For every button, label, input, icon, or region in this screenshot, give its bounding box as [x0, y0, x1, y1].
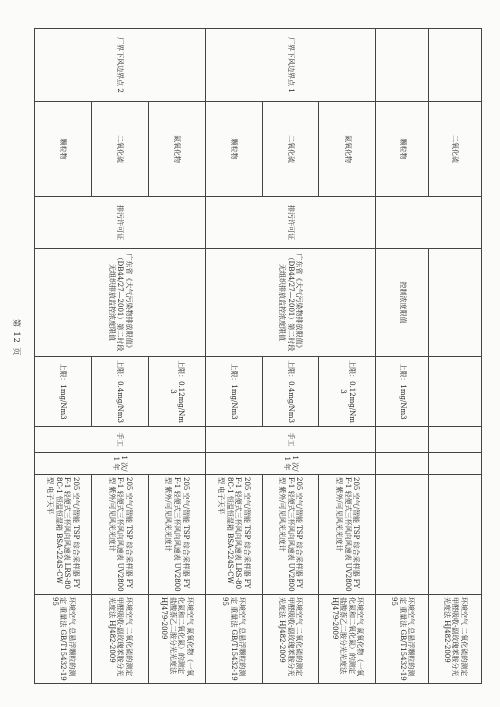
instrument-cell: 205 空气/智能 TSP 综合采样器 FYF-1 轻便式三杯风向风速表 UV2800 型 紫外/可见风光光度计 — [319, 475, 376, 595]
page-number: 第 12 页 — [12, 319, 21, 357]
standard-cell: 控制浓度限值 — [376, 249, 429, 357]
limit-cell: 上限：0.12mg/Nm3 — [148, 357, 205, 427]
limit-cell: 上限：1mg/Nm3 — [205, 357, 262, 427]
method-cell: 环境空气 氮氧化物（一氧化氮和二氧化氮）的测定 盐酸萘乙二胺分光光度法 HJ479-2009 — [148, 595, 205, 684]
mode-cell: 手工 — [35, 427, 206, 453]
category-cell: 排污许可证 — [35, 197, 206, 249]
method-cell: 环境空气 总悬浮颗粒的测定 重量法 GB/T15432-1995 — [205, 595, 262, 684]
method-cell: 环境空气 二氧化硫的测定 甲醛吸收-副玫瑰苯胺分光光度法 HJ482-2009 — [429, 595, 482, 684]
table-row — [429, 29, 482, 684]
method-cell: 环境空气 二氧化硫的测定 甲醛吸收-副玫瑰苯胺分光光度法 HJ482-2009 — [262, 595, 319, 684]
instrument-cell — [376, 475, 429, 595]
table-row — [205, 29, 262, 684]
method-cell: 环境空气 二氧化硫的测定 甲醛吸收-副玫瑰苯胺分光光度法 HJ482-2009 — [91, 595, 148, 684]
instrument-cell — [429, 475, 482, 595]
pollutant-cell: 二氧化硫 — [429, 102, 482, 197]
instrument-cell: 205 空气/智能 TSP 综合采样器 FYF-1 轻便式三杯风向风速表 LRS-808C-1 恒温恒湿箱 BSA-224S-CW 型 电子天平 — [205, 475, 262, 595]
monitoring-table — [34, 28, 482, 684]
limit-cell: 上限：0.4mg/Nm3 — [91, 357, 148, 427]
pollutant-cell: 二氧化硫 — [91, 102, 148, 197]
frequency-cell: 1 次/1 年 — [35, 453, 206, 475]
method-cell: 环境空气 总悬浮颗粒的测定 重量法 GB/T15432-1995 — [376, 595, 429, 684]
monitoring-point-cell: 厂界下风边界点 2 — [35, 29, 206, 102]
table-row — [319, 29, 376, 684]
pollutant-cell: 氮氧化物 — [148, 102, 205, 197]
instrument-cell: 205 空气/智能 TSP 综合采样器 FYF-1 轻便式三杯风向风速表 UV2800 型 紫外/可见风光光度计 — [148, 475, 205, 595]
limit-cell: 上限：1mg/Nm3 — [376, 357, 429, 427]
frequency-cell: 1 次/1 年 — [205, 453, 376, 475]
method-cell: 环境空气 总悬浮颗粒的测定 重量法 GB/T15432-1995 — [35, 595, 92, 684]
table-row — [91, 29, 148, 684]
limit-cell: 上限：0.4mg/Nm3 — [262, 357, 319, 427]
pollutant-cell: 氮氧化物 — [319, 102, 376, 197]
mode-cell — [429, 427, 482, 453]
limit-cell — [429, 357, 482, 427]
instrument-cell: 205 空气/智能 TSP 综合采样器 FYF-1 轻便式三杯风向风速表 UV2800 型 紫外/可见风光光度计 — [91, 475, 148, 595]
instrument-cell: 205 空气/智能 TSP 综合采样器 FYF-1 轻便式三杯风向风速表 UV2800 型 紫外/可见风光光度计 — [262, 475, 319, 595]
frequency-cell — [376, 453, 429, 475]
monitoring-point-cell — [376, 29, 429, 102]
instrument-cell: 205 空气/智能 TSP 综合采样器 FYF-1 轻便式三杯风向风速表 LRS-808C-1 恒温恒湿箱 BSA-224S-CW 型 电子天平 — [35, 475, 92, 595]
mode-cell: 手工 — [205, 427, 376, 453]
monitoring-point-cell: 厂界下风边界点 1 — [205, 29, 376, 102]
standard-cell — [429, 249, 482, 357]
standard-cell: 广东省《大气污染物排放限值》（DB44/27—2001）第二时段无组织排放监控浓度限值 — [35, 249, 206, 357]
method-cell: 环境空气 氮氧化物（一氧化氮和二氧化氮）的测定 盐酸萘乙二胺分光光度法 HJ479-2009 — [319, 595, 376, 684]
monitoring-point-cell — [429, 29, 482, 102]
pollutant-cell: 二氧化硫 — [262, 102, 319, 197]
frequency-cell — [429, 453, 482, 475]
table-row — [262, 29, 319, 684]
limit-cell: 上限：0.12mg/Nm3 — [319, 357, 376, 427]
table-row — [376, 29, 429, 684]
pollutant-cell: 颗粒物 — [35, 102, 92, 197]
standard-cell: 广东省《大气污染物排放限值》（DB44/27—2001）第二时段无组织排放监控浓度限值 — [205, 249, 376, 357]
category-cell — [376, 197, 482, 249]
table-row — [148, 29, 205, 684]
table-row — [35, 29, 92, 684]
category-cell: 排污许可证 — [205, 197, 376, 249]
pollutant-cell: 颗粒物 — [205, 102, 262, 197]
pollutant-cell: 颗粒物 — [376, 102, 429, 197]
mode-cell — [376, 427, 429, 453]
limit-cell: 上限：1mg/Nm3 — [35, 357, 92, 427]
